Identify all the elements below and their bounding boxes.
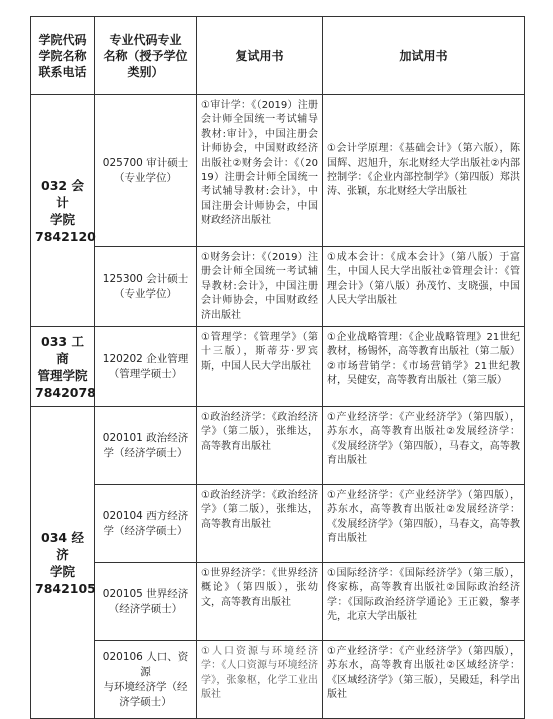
extra-books-cell: ①企业战略管理：《企业战略管理》21世纪教材，杨锡怀，高等教育出版社（第二版）②市场营销学：《市场营销学》21世纪教材，吴健安，高等教育出版社（第三版） [323, 327, 525, 407]
header-retest-books: 复试用书 [197, 17, 323, 95]
college-cell: 033 工商 管理学院 7842078 [31, 327, 95, 407]
extra-books-cell: ①产业经济学：《产业经济学》（第四版），苏东水，高等教育出版社②区域经济学：《区域经济学》（第三版），吴殿廷，科学出版社 [323, 641, 525, 719]
table-row [31, 563, 525, 641]
table-row [31, 327, 525, 407]
major-cell: 020106 人口、资源 与环境经济学（经 济学硕士） [95, 641, 197, 719]
header-row [31, 17, 525, 95]
exam-books-table [30, 16, 525, 719]
retest-books-cell: ①世界经济学：《世界经济概论》（第四版），张幼文，高等教育出版社 [197, 563, 323, 641]
table-row [31, 485, 525, 563]
header-major: 专业代码专业 名称（授予学位 类别） [95, 17, 197, 95]
retest-books-cell: ①政治经济学：《政治经济学》（第二版），张维达，高等教育出版社 [197, 407, 323, 485]
retest-books-cell: ①审计学：《（2019）注册会计师全国统一考试辅导教材:审计》，中国注册会计师协会，中国财政经济出版社②财务会计：《（2019）注册会计师全国统一考试辅导教材:会计》，中国注册会计师协会，中国财政经济出版社 [197, 95, 323, 247]
major-cell: 120202 企业管理 （管理学硕士） [95, 327, 197, 407]
extra-books-cell: ①产业经济学：《产业经济学》（第四版），苏东水，高等教育出版社②发展经济学：《发展经济学》（第四版），马春文，高等教育出版社 [323, 485, 525, 563]
table-row [31, 247, 525, 327]
major-cell: 025700 审计硕士 （专业学位） [95, 95, 197, 247]
header-extra-books: 加试用书 [323, 17, 525, 95]
retest-books-cell: ①财务会计：《（2019）注册会计师全国统一考试辅导教材:会计》，中国注册会计师协会，中国财政经济出版社 [197, 247, 323, 327]
extra-books-cell: ①产业经济学：《产业经济学》（第四版），苏东水，高等教育出版社②发展经济学：《发展经济学》（第四版），马春文，高等教育出版社 [323, 407, 525, 485]
college-cell: 034 经济 学院 7842105 [31, 407, 95, 719]
extra-books-cell: ①国际经济学：《国际经济学》（第三版），佟家栋，高等教育出版社②国际政治经济学：《国际政治经济学通论》王正毅，黎孝先，北京大学出版社 [323, 563, 525, 641]
major-cell: 020105 世界经济 （经济学硕士） [95, 563, 197, 641]
major-cell: 020101 政治经济 学（经济学硕士） [95, 407, 197, 485]
retest-books-cell: ①人口资源与环境经济学：《人口资源与环境经济学》，张象枢，化学工业出版社 [197, 641, 323, 719]
retest-books-cell: ①政治经济学：《政治经济学》（第二版），张维达，高等教育出版社 [197, 485, 323, 563]
college-cell: 032 会计 学院 7842120 [31, 95, 95, 327]
retest-books-cell: ①管理学：《管理学》（第十三版），斯蒂芬·罗宾斯，中国人民大学出版社 [197, 327, 323, 407]
table-row [31, 95, 525, 247]
extra-books-cell: ①成本会计：《成本会计》（第八版）于富生，中国人民大学出版社②管理会计：《管理会计》（第八版）孙茂竹、支晓强，中国人民大学出版社 [323, 247, 525, 327]
table-row [31, 641, 525, 719]
header-college: 学院代码 学院名称 联系电话 [31, 17, 95, 95]
major-cell: 020104 西方经济 学（经济学硕士） [95, 485, 197, 563]
extra-books-cell: ①会计学原理：《基础会计》（第六版），陈国辉、迟旭升，东北财经大学出版社②内部控制学：《企业内部控制学》（第四版）郑洪涛、张颖，东北财经大学出版社 [323, 95, 525, 247]
major-cell: 125300 会计硕士 （专业学位） [95, 247, 197, 327]
table-row [31, 407, 525, 485]
